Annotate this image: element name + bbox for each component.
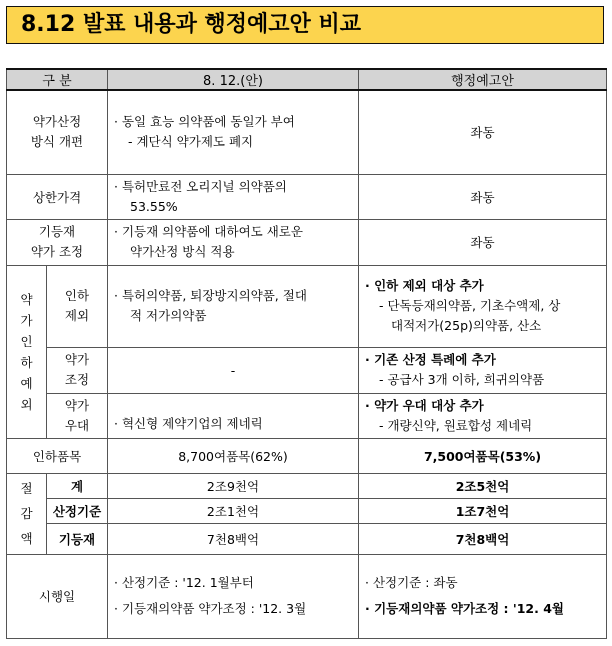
comparison-table (6, 68, 607, 639)
notice-text: - 공급사 3개 이하, 희귀의약품 (379, 372, 545, 387)
table-row-pricing (7, 90, 607, 174)
plan-text: - 계단식 약가제도 폐지 (128, 134, 254, 150)
notice-text: 대적저가(25p)의약품, 산소 (391, 318, 542, 333)
plan-cell: 2조1천억 (108, 498, 359, 523)
row-label-line: 방식 개편 (30, 134, 84, 150)
sub-label-line: 약가 (64, 397, 90, 413)
plan-text: 약가산정 방식 적용 (130, 244, 235, 259)
sub-label: 계 (47, 473, 108, 498)
group-char: 액 (20, 531, 33, 546)
exceptions-group-label (7, 265, 47, 438)
row-label (7, 90, 108, 174)
row-label-line: 약가 조정 (30, 244, 84, 259)
header-category: 구 분 (7, 69, 108, 90)
notice-cell: 좌동 (359, 174, 607, 219)
table-row-ceiling (7, 174, 607, 219)
row-label: 시행일 (7, 554, 108, 638)
sub-label-line: 우대 (64, 417, 90, 433)
row-label: 상한가격 (7, 174, 108, 219)
plan-cell: 2조9천억 (108, 473, 359, 498)
notice-cell: 2조5천억 (359, 473, 607, 498)
plan-text: 53.55% (130, 198, 178, 214)
row-label-line: 약가산정 (32, 114, 82, 130)
plan-cell (108, 219, 359, 265)
notice-cell: 7천8백억 (359, 523, 607, 554)
group-char: 절 (20, 481, 33, 496)
plan-cell (108, 90, 359, 174)
table-row-adjust (7, 347, 607, 393)
plan-cell: 8,700여품목(62%) (108, 438, 359, 473)
table-row-savings-listed (7, 523, 607, 554)
sub-label: 기등재 (47, 523, 108, 554)
savings-group-label (7, 473, 47, 554)
plan-cell: · 혁신형 제약기업의 제네릭 (108, 393, 359, 438)
table-row-preferential (7, 393, 607, 438)
notice-text: · 산정기준 : 좌동 (365, 575, 458, 590)
group-char: 감 (20, 506, 33, 521)
group-char: 약 (20, 291, 33, 307)
table-row-savings-calc (7, 498, 607, 523)
notice-text: · 인하 제외 대상 추가 (365, 278, 484, 293)
plan-text: · 특허만료전 오리지널 의약품의 (114, 178, 287, 194)
group-char: 인 (20, 333, 33, 349)
plan-text: · 동일 효능 의약품에 동일가 부여 (114, 114, 295, 130)
plan-cell: 7천8백억 (108, 523, 359, 554)
notice-cell: 좌동 (359, 90, 607, 174)
notice-cell: 좌동 (359, 219, 607, 265)
table-row-savings-total (7, 473, 607, 498)
row-label: 인하품목 (7, 438, 108, 473)
plan-text: · 기등재 의약품에 대하여도 새로운 (114, 224, 303, 239)
notice-text: · 약가 우대 대상 추가 (365, 397, 484, 413)
header-notice: 행정예고안 (359, 69, 607, 90)
table-header-row (7, 69, 607, 90)
group-char: 외 (20, 396, 33, 412)
sub-label-line: 조정 (64, 372, 90, 387)
plan-text: · 특허의약품, 퇴장방지의약품, 절대 (114, 288, 307, 303)
notice-cell (359, 265, 607, 347)
table-row-effective (7, 554, 607, 638)
plan-cell (108, 174, 359, 219)
sub-label: 산정기준 (47, 498, 108, 523)
plan-text: · 산정기준 : '12. 1월부터 (114, 575, 254, 590)
plan-cell (108, 265, 359, 347)
notice-cell (359, 347, 607, 393)
group-char: 예 (20, 375, 33, 391)
group-char: 하 (20, 354, 33, 370)
sub-label (47, 347, 108, 393)
header-plan: 8. 12.(안) (108, 69, 359, 90)
notice-text: - 단독등재의약품, 기초수액제, 상 (379, 298, 561, 313)
sub-label-line: 약가 (64, 352, 90, 367)
page-title: 8.12 발표 내용과 행정예고안 비교 (6, 6, 604, 44)
notice-text: · 기존 산정 특례에 추가 (365, 352, 496, 367)
table-row-exclusion (7, 265, 607, 347)
sub-label-line: 제외 (64, 308, 90, 323)
plan-text: 적 저가의약품 (130, 308, 207, 323)
notice-text: - 개량신약, 원료합성 제네릭 (379, 417, 533, 433)
table-row-items (7, 438, 607, 473)
plan-text: · 기등재의약품 약가조정 : '12. 3월 (114, 601, 307, 616)
plan-cell: - (108, 347, 359, 393)
sub-label-line: 인하 (64, 288, 90, 303)
notice-cell: 1조7천억 (359, 498, 607, 523)
notice-text: · 기등재의약품 약가조정 : '12. 4월 (365, 601, 564, 616)
notice-cell: 7,500여품목(53%) (359, 438, 607, 473)
sub-label (47, 265, 108, 347)
row-label-line: 기등재 (38, 224, 76, 239)
group-char: 가 (20, 312, 33, 328)
notice-cell (359, 554, 607, 638)
plan-cell (108, 554, 359, 638)
table-row-listed (7, 219, 607, 265)
row-label (7, 219, 108, 265)
notice-cell (359, 393, 607, 438)
sub-label (47, 393, 108, 438)
